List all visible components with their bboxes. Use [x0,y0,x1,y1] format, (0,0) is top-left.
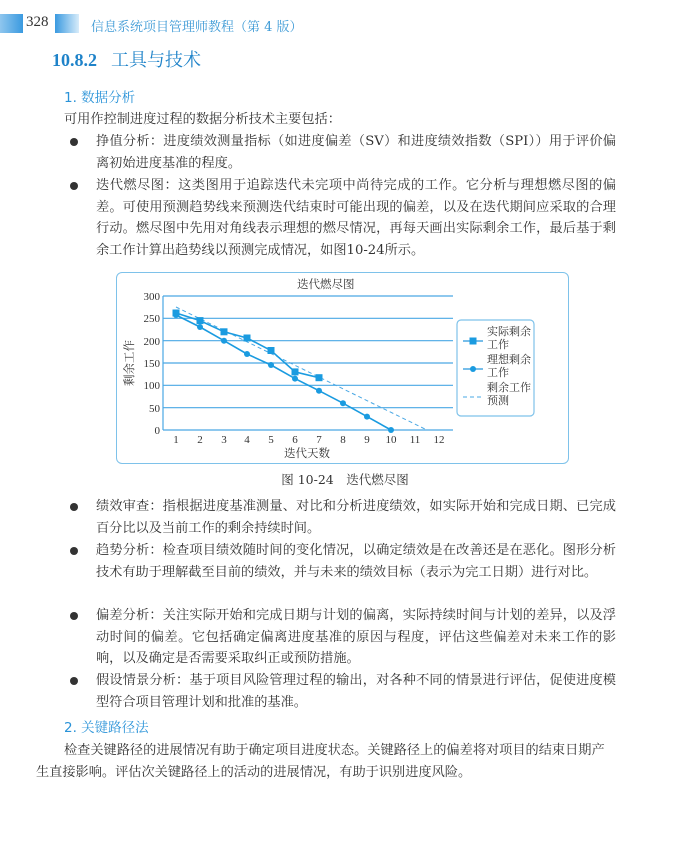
svg-text:200: 200 [143,336,160,348]
closing-paragraph: 检查关键路径的进展情况有助于确定项目进度状态。关键路径上的偏差将对项目的结束日期产生直接影响。评估次关键路径上的活动的进展情况，有助于识别进度风险。 [36,743,605,780]
svg-text:150: 150 [143,358,160,370]
burndown-chart [116,272,569,464]
svg-text:理想剩余: 理想剩余 [487,354,531,366]
page-number: 328 [26,14,49,30]
x-axis-label: 迭代天数 [284,448,330,460]
svg-text:9: 9 [364,434,370,446]
svg-text:预测: 预测 [487,395,509,407]
bullet-icon [70,503,78,511]
section-number: 10.8.2 [52,50,97,70]
gridlines [163,296,453,430]
header-decor-bar-right [55,14,79,33]
page-header [0,12,690,34]
intro-paragraph: 可用作控制进度过程的数据分析技术主要包括： [64,112,341,127]
series-actual-markers [173,310,323,382]
svg-text:0: 0 [154,425,160,437]
bullet-item: 趋势分析：检查项目绩效随时间的变化情况，以确定绩效是在改善还是在恶化。图形分析技术有助于理解截至目前的绩效，并与未来的绩效目标（表示为完工日期）进行对比。 [64,540,616,583]
burndown-chart-svg [117,273,568,463]
bullet-item: 迭代燃尽图：这类图用于追踪迭代未完项中尚待完成的工作。它分析与理想燃尽图的偏差。可使用预测趋势线来预测迭代结束时可能出现的偏差，以及在迭代期间应采取的合理行动。燃尽图中先用对角线表示理想的燃尽情况，再每天画出实际剩余工作，最后基于剩余工作计算出趋势线以预测完成情况，如图10-24所示。 [64,175,616,261]
figure-caption: 图 10-24 迭代燃尽图 [281,472,409,487]
series-ideal-line [176,315,391,430]
bullet-item: 挣值分析：进度绩效测量指标（如进度偏差（SV）和进度绩效指数（SPI））用于评价偏离初始进度基准的程度。 [64,131,616,174]
header-decor-bar-left [0,14,23,33]
svg-text:12: 12 [433,434,445,446]
svg-text:50: 50 [149,403,160,415]
bullet-icon [70,138,78,146]
svg-text:300: 300 [143,291,160,303]
bullet-item: 假设情景分析：基于项目风险管理过程的输出，对各种不同的情景进行评估，促使进度模型符合项目管理计划和批准的基准。 [64,670,616,713]
svg-text:3: 3 [221,434,227,446]
svg-text:10: 10 [385,434,397,446]
subsection-title-critical-path: 2. 关键路径法 [64,720,149,736]
bullet-icon [70,612,78,620]
svg-text:7: 7 [316,434,322,446]
chart-title: 迭代燃尽图 [297,279,355,291]
svg-text:实际剩余: 实际剩余 [487,326,531,338]
bullet-item: 偏差分析：关注实际开始和完成日期与计划的偏离，实际持续时间与计划的差异，以及浮动时间的偏差。它包括确定偏离进度基准的原因与程度，评估这些偏差对未来工作的影响，以及确定是否需要采取纠正或预防措施。 [64,605,616,670]
chart-legend [457,320,534,416]
svg-text:5: 5 [268,434,274,446]
svg-text:1: 1 [173,434,179,446]
svg-text:工作: 工作 [487,339,509,351]
series-forecast-line [176,307,427,430]
svg-text:4: 4 [244,434,250,446]
section-title: 工具与技术 [111,50,201,71]
svg-text:2: 2 [197,434,203,446]
bullet-icon [70,677,78,685]
bullet-item: 绩效审查：指根据进度基准测量、对比和分析进度绩效，如实际开始和完成日期、已完成百分比以及当前工作的剩余持续时间。 [64,496,616,539]
x-tick-labels [173,434,444,446]
book-title: 信息系统项目管理师教程（第 4 版） [91,20,303,35]
svg-text:工作: 工作 [487,367,509,379]
svg-text:11: 11 [409,434,421,446]
bullet-icon [70,547,78,555]
y-axis-label: 剩余工作 [124,340,136,386]
subsection-title-data-analysis: 1. 数据分析 [64,90,136,106]
svg-text:250: 250 [143,313,160,325]
svg-text:100: 100 [143,380,160,392]
section-heading [52,46,201,72]
svg-text:8: 8 [340,434,346,446]
y-tick-labels [144,291,161,437]
svg-text:剩余工作: 剩余工作 [487,382,531,394]
bullet-icon [70,182,78,190]
svg-text:6: 6 [292,434,298,446]
